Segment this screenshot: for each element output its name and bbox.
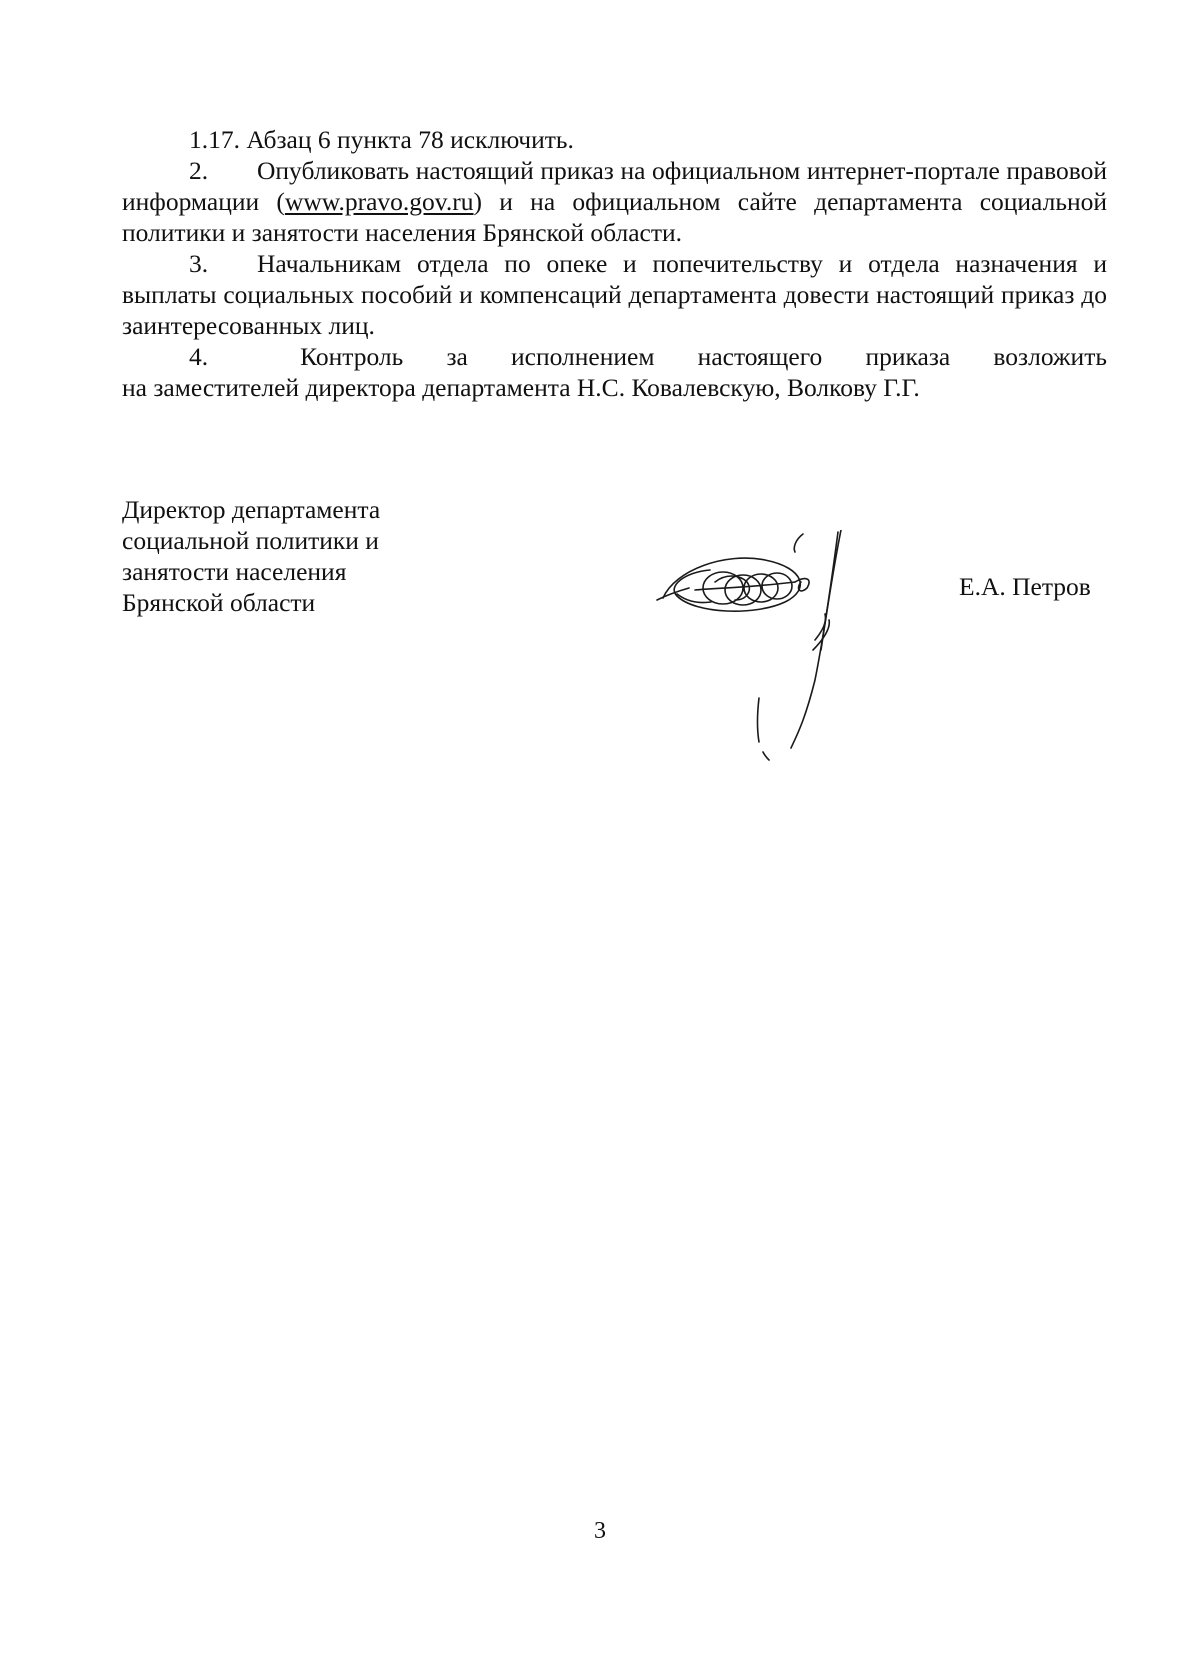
item-4-number: 4. (189, 342, 209, 371)
item-4-line-1 (122, 341, 1107, 372)
item-2-number: 2. (189, 156, 209, 185)
signatory-position (122, 494, 482, 618)
item-2 (122, 155, 1107, 248)
signatory-position-line: социальной политики и (122, 526, 379, 555)
item-2-text-after-link: ) и на официальном сайте департамента социальной политики и занятости населения Брянской области. (122, 187, 1107, 247)
signatory-position-line: Директор департамента (122, 495, 381, 524)
document-body (122, 124, 1107, 403)
item-3-number: 3. (189, 249, 209, 278)
signatory-name: Е.А. Петров (959, 572, 1091, 601)
item-4-word: настоящего (697, 342, 823, 371)
handwritten-signature (655, 530, 915, 770)
item-4-word: возложить (993, 342, 1107, 371)
item-4-word: за (446, 342, 468, 371)
signatory-position-line: занятости населения (122, 557, 347, 586)
item-4-word: приказа (865, 342, 951, 371)
signatory-position-line: Брянской области (122, 588, 316, 617)
item-1-17: 1.17. Абзац 6 пункта 78 исключить. (189, 125, 574, 154)
item-3 (122, 248, 1107, 341)
item-4-line-2: на заместителей директора департамента Н.С. Ковалевскую, Волкову Г.Г. (122, 373, 920, 402)
item-4-word: Контроль (300, 342, 404, 371)
item-4-word: исполнением (511, 342, 655, 371)
page-number: 3 (594, 1518, 606, 1544)
item-2-text-before-link: Опубликовать настоящий приказ на официальном интернет-портале правовой информации ( (122, 156, 1107, 216)
item-4 (122, 341, 1107, 403)
item-3-text: Начальникам отдела по опеке и попечительству и отдела назначения и выплаты социальных пособий и компенсаций департамента довести настоящий приказ до заинтересованных лиц. (122, 249, 1107, 340)
pravo-gov-link[interactable]: www.pravo.gov.ru (284, 187, 474, 216)
